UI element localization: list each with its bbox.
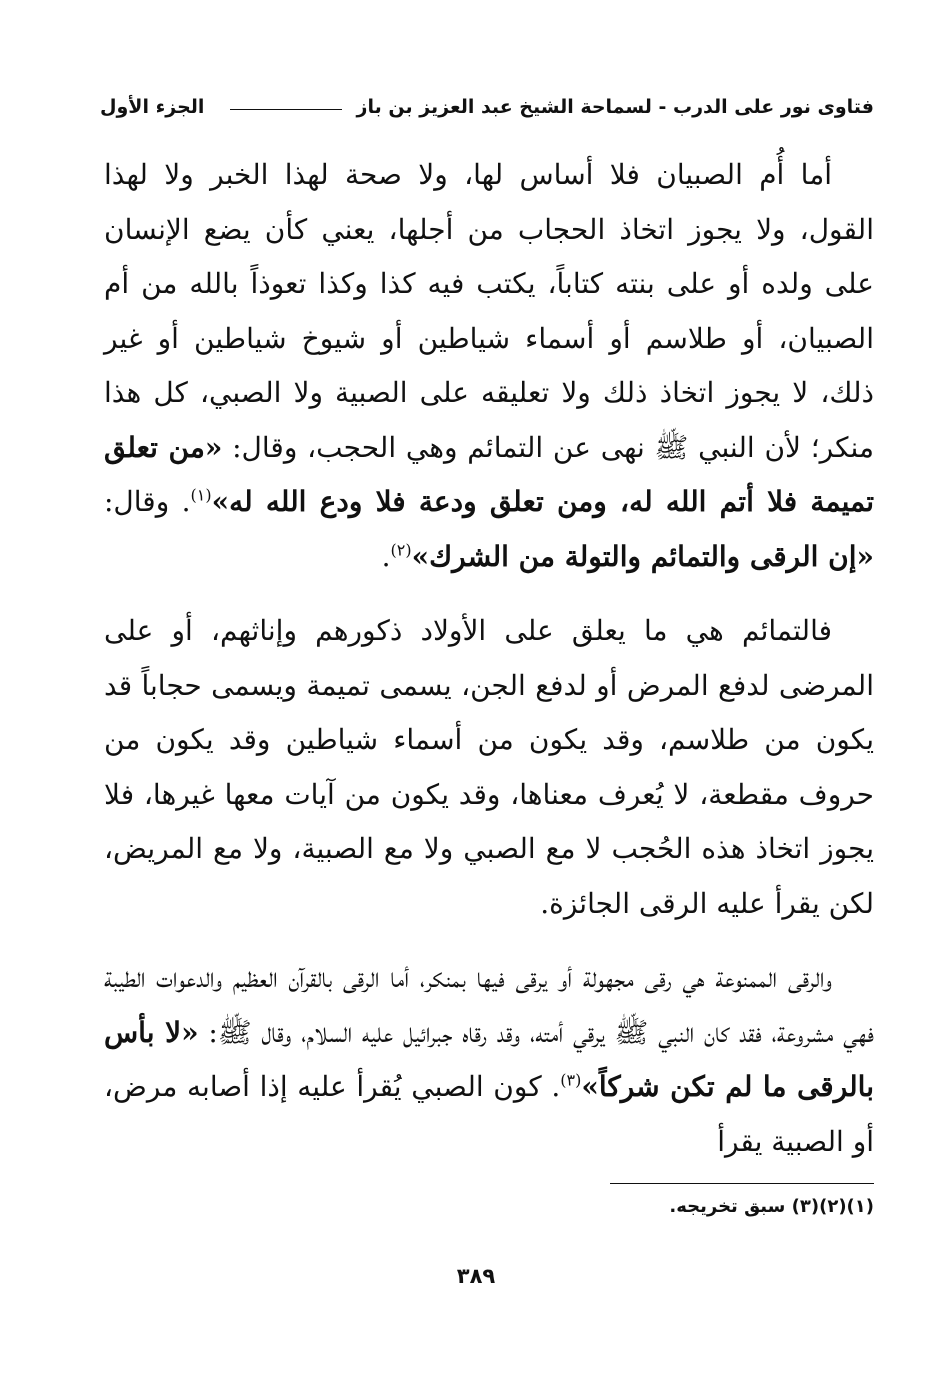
- footnote-ref-2: (٢): [390, 540, 412, 560]
- paragraph-3-text: والرقى الممنوعة هي رقى مجهولة أو يرقى فيها بمنكر، أما الرقى بالقرآن العظيم والدعوات الطيبة فهي مشروعة، فقد كان النبي ﷺ يرقي أمته، وقد رقاه جبرائيل عليه السلام، وقال ﷺ:: [104, 961, 874, 1049]
- footnote: (١)(٢)(٣) سبق تخريجه.: [669, 1196, 874, 1217]
- hadith-quote-3: «لا بأس بالرقى ما لم تكن شركاً»: [104, 1015, 874, 1103]
- paragraph-3: [104, 951, 874, 1169]
- hadith-quote-1: «من تعلق تميمة فلا أتم الله له، ومن تعلق ودعة فلا ودع الله له»: [104, 430, 875, 518]
- page-number: ٣٨٩: [456, 1264, 496, 1288]
- hadith-quote-2: «إن الرقى والتمائم والتولة من الشرك»: [411, 539, 874, 573]
- footnote-separator: [610, 1183, 874, 1184]
- running-header: [100, 92, 874, 122]
- paragraph-1-connector: . وقال:: [104, 485, 191, 518]
- paragraph-1-text: أما أُم الصبيان فلا أساس لها، ولا صحة لهذا الخبر ولا لهذا القول، ولا يجوز اتخاذ الحجاب من أجلها، يعني كأن يضع الإنسان على ولده أو على بنته كتاباً، يكتب فيه كذا وكذا تعوذاً بالله من أم الصبيان، أو طلاسم أو أسماء شياطين أو شيوخ شياطين أو غير ذلك، لا يجوز اتخاذ ذلك ولا تعليقه على الصبية ولا الصبي، كل هذا منكر؛ لأن النبي ﷺ نهى عن التمائم وهي الحجب، وقال:: [104, 158, 874, 464]
- paragraph-3-end: . كون الصبي يُقرأ عليه إذا أصابه مرض، أو الصبية يقرأ: [104, 1070, 874, 1158]
- volume-label: الجزء الأول: [100, 96, 205, 118]
- book-title: فتاوى نور على الدرب - لسماحة الشيخ عبد العزيز بن باز: [356, 96, 874, 118]
- footnote-ref-3: (٣): [560, 1070, 582, 1090]
- header-rule: [230, 109, 342, 110]
- paragraph-1: [104, 148, 874, 584]
- footnote-ref-1: (١): [190, 485, 212, 505]
- paragraph-1-end: .: [381, 539, 391, 573]
- body-text: [104, 148, 874, 1169]
- paragraph-2: فالتمائم هي ما يعلق على الأولاد ذكورهم وإناثهم، أو على المرضى لدفع المرض أو لدفع الجن، يسمى تميمة ويسمى حجاباً قد يكون من طلاسم، وقد يكون من أسماء شياطين وقد يكون من حروف مقطعة، لا يُعرف معناها، وقد يكون من آيات معها غيرها، فلا يجوز اتخاذ هذه الحُجب لا مع الصبي ولا مع الصبية، ولا مع المريض، لكن يقرأ عليه الرقى الجائزة.: [104, 614, 874, 920]
